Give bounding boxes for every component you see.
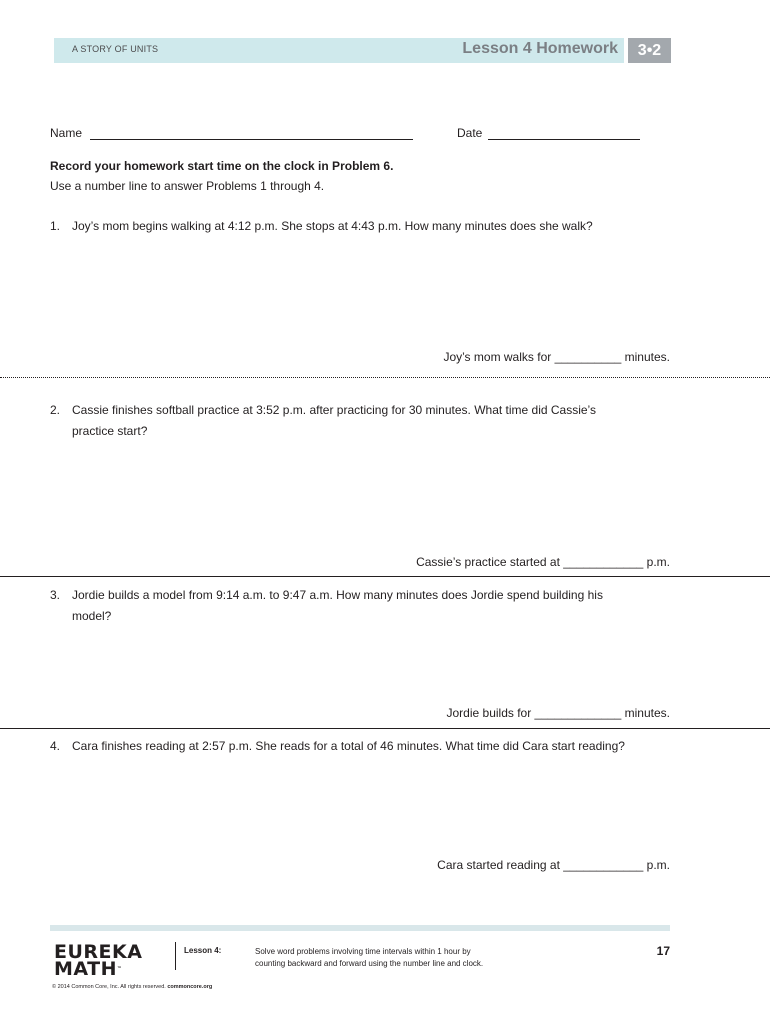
footer-lesson-label: Lesson 4: (184, 946, 222, 955)
divider (0, 728, 770, 729)
problem-text: Cassie finishes softball practice at 3:52 p.m. after practicing for 30 minutes. What time did Cassie’s (72, 403, 597, 417)
problem-text: model? (72, 609, 112, 623)
divider (0, 377, 770, 378)
problem-text: Jordie builds a model from 9:14 a.m. to 9:47 a.m. How many minutes does Jordie spend building his (72, 588, 603, 602)
footer-description-line: counting backward and forward using the number line and clock. (255, 959, 484, 968)
footer-description-line: Solve word problems involving time intervals within 1 hour by (255, 947, 471, 956)
name-field[interactable] (90, 139, 413, 140)
footer-bar (50, 925, 670, 931)
problem-text: Joy’s mom begins walking at 4:12 p.m. She stops at 4:43 p.m. How many minutes does she walk? (72, 219, 593, 233)
copyright-link[interactable]: commoncore.org (167, 984, 213, 990)
module-badge: 3•2 (628, 38, 671, 63)
answer-line[interactable]: Cara started reading at ____________ p.m. (437, 858, 670, 872)
date-field[interactable] (488, 139, 640, 140)
eureka-math-logo (54, 941, 143, 980)
divider (0, 576, 770, 577)
logo-line1: EUREKA (54, 941, 143, 963)
problem-number: 1. (50, 219, 61, 233)
name-label: Name (50, 126, 83, 140)
footer-divider (175, 942, 176, 970)
problem-number: 3. (50, 588, 61, 602)
answer-line[interactable]: Joy’s mom walks for __________ minutes. (443, 350, 670, 364)
problem-text: practice start? (72, 424, 148, 438)
problem-number: 2. (50, 403, 61, 417)
copyright-text: © 2014 Common Core, Inc. All rights reserved. (52, 984, 166, 990)
problem-number: 4. (50, 739, 61, 753)
logo-trademark: ™ (117, 966, 123, 972)
date-label: Date (457, 126, 483, 140)
instruction-bold: Record your homework start time on the clock in Problem 6. (50, 159, 394, 173)
answer-line[interactable]: Cassie’s practice started at ____________ p.m. (416, 555, 670, 569)
logo-line2: MATH (54, 958, 117, 980)
answer-line[interactable]: Jordie builds for _____________ minutes. (446, 706, 670, 720)
series-title: A STORY OF UNITS (72, 44, 159, 54)
copyright (52, 984, 212, 990)
instruction-text: Use a number line to answer Problems 1 through 4. (50, 179, 325, 193)
lesson-title: Lesson 4 Homework (462, 40, 618, 57)
problem-text: Cara finishes reading at 2:57 p.m. She reads for a total of 46 minutes. What time did Cara start reading? (72, 739, 625, 753)
page-number: 17 (656, 944, 670, 958)
footer-description (255, 946, 545, 970)
